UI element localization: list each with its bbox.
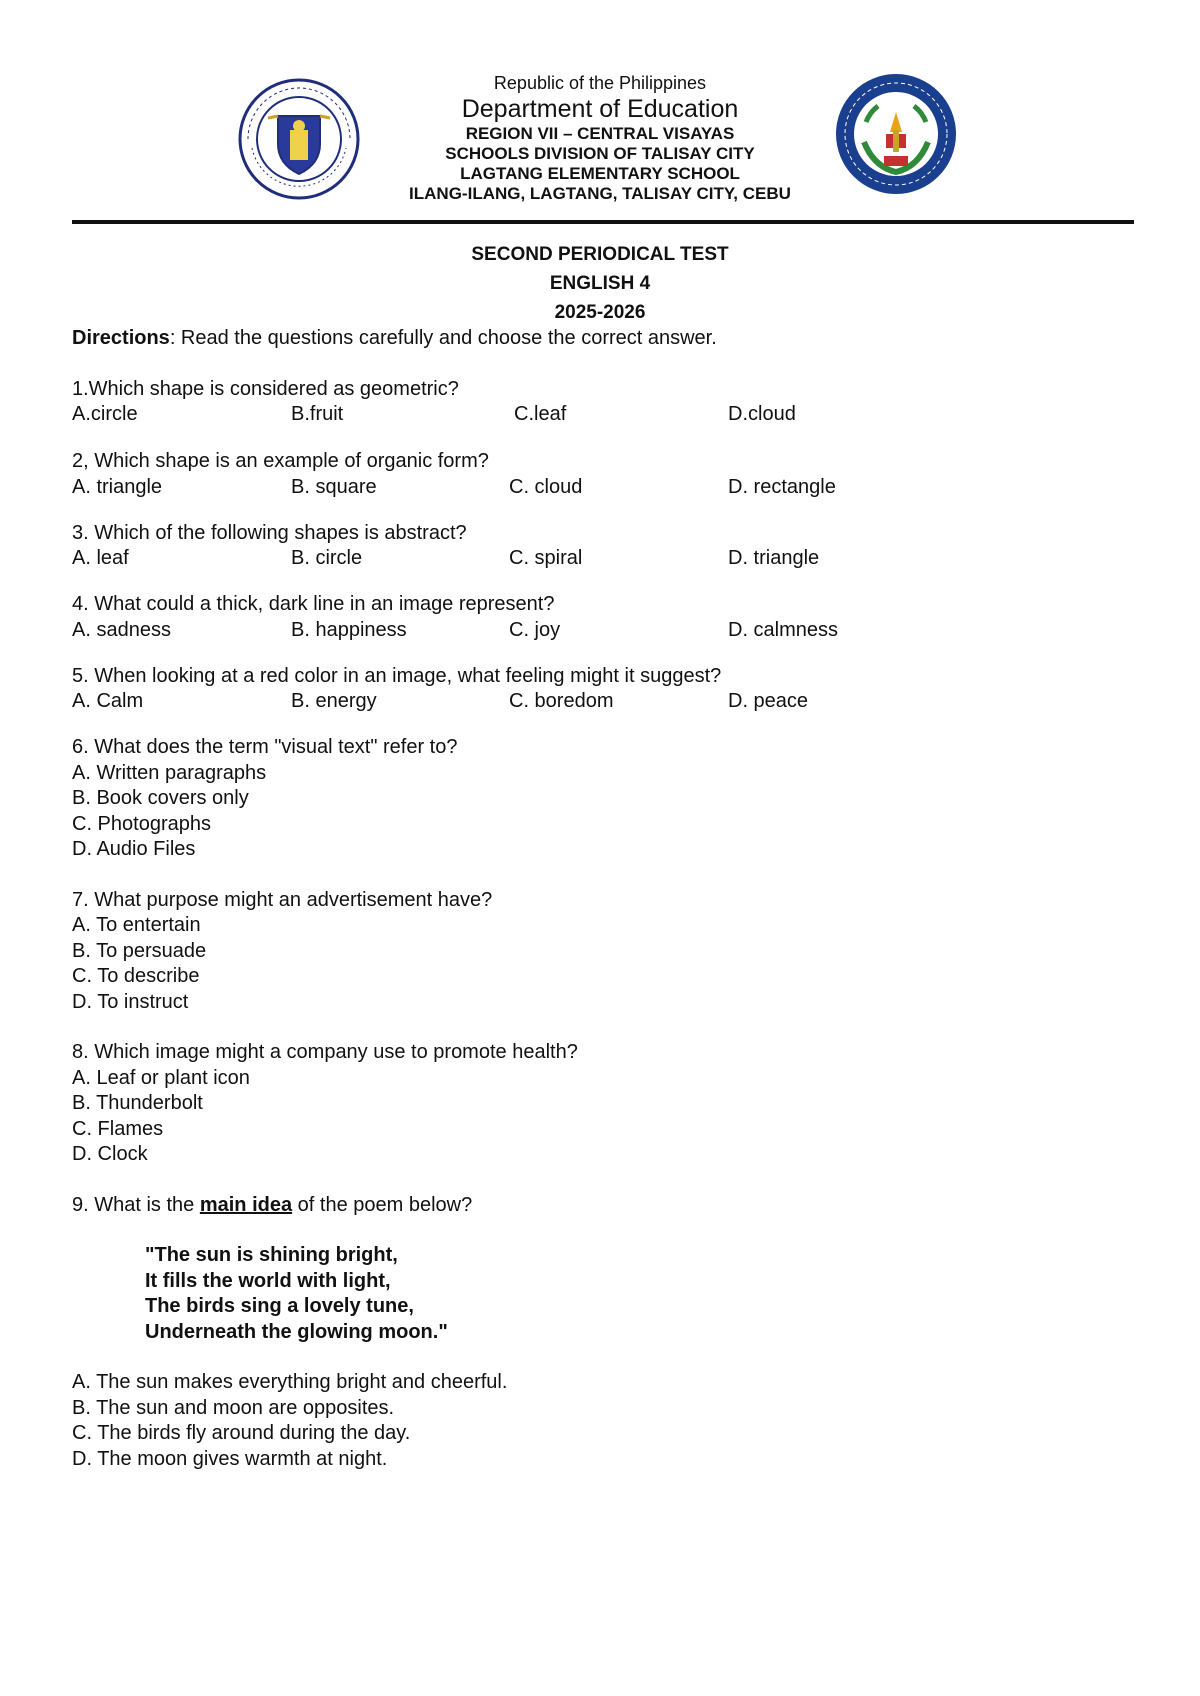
question-text: 2, Which shape is an example of organic form? [72, 450, 489, 472]
option-c: C. The birds fly around during the day. [72, 1422, 411, 1444]
option-b: B. Thunderbolt [72, 1092, 203, 1114]
option-b: B. happiness [291, 618, 407, 641]
directions-label: Directions [72, 327, 170, 349]
options-row [72, 402, 1132, 428]
option-c: C. Photographs [72, 812, 211, 835]
question-1 [72, 377, 1132, 429]
test-subject: ENGLISH 4 [549, 273, 651, 294]
letterhead [0, 72, 1200, 204]
option-a: A. Leaf or plant icon [72, 1066, 250, 1089]
option-b: B. energy [291, 690, 377, 712]
question-8 [72, 1040, 1132, 1168]
option-a: A. To entertain [72, 914, 201, 936]
option-a: A. leaf [72, 547, 129, 569]
directions [72, 326, 1132, 352]
test-year: 2025-2026 [554, 302, 646, 323]
option-d: D. rectangle [728, 475, 836, 498]
option-a: A. sadness [72, 618, 171, 641]
test-title-block [0, 240, 1200, 327]
question-2 [72, 449, 1132, 501]
option-d: D. calmness [728, 618, 839, 641]
question-4 [72, 592, 1132, 644]
test-body [72, 326, 1132, 1472]
option-c: C.leaf [514, 403, 567, 425]
question-3 [72, 521, 1132, 573]
options-row [72, 689, 1132, 715]
question-5 [72, 664, 1132, 716]
options-row [72, 546, 1132, 572]
option-b: B. The sun and moon are opposites. [72, 1396, 395, 1419]
question-text: 3. Which of the following shapes is abstract? [72, 521, 467, 544]
options-row [72, 475, 1132, 501]
question-text: 1.Which shape is considered as geometric? [72, 377, 459, 400]
question-text: 7. What purpose might an advertisement have? [72, 888, 493, 911]
poem-line: "The sun is shining bright, [145, 1244, 398, 1266]
test-title: SECOND PERIODICAL TEST [471, 244, 729, 265]
poem-line: Underneath the glowing moon." [145, 1320, 448, 1343]
question-suffix: of the poem below? [292, 1193, 473, 1216]
poem-line: The birds sing a lovely tune, [145, 1295, 414, 1317]
option-b: B.fruit [291, 403, 344, 425]
question-text: 6. What does the term "visual text" refer to? [72, 736, 458, 758]
poem-line: It fills the world with light, [145, 1269, 391, 1292]
option-a: A.circle [72, 403, 138, 425]
question-9 [72, 1193, 1132, 1473]
address-line: ILANG-ILANG, LAGTANG, TALISAY CITY, CEBU [409, 184, 791, 203]
question-emphasis: main idea [199, 1193, 293, 1216]
question-text: 4. What could a thick, dark line in an image represent? [72, 593, 555, 615]
option-a: A. The sun makes everything bright and cheerful. [72, 1371, 508, 1393]
question-6 [72, 735, 1132, 863]
division-line: SCHOOLS DIVISION OF TALISAY CITY [445, 144, 755, 163]
option-d: D. Audio Files [72, 838, 196, 860]
school-line: LAGTANG ELEMENTARY SCHOOL [460, 164, 740, 183]
option-b: B. circle [291, 547, 363, 569]
option-b: B. Book covers only [72, 787, 249, 809]
question-text: 8. Which image might a company use to promote health? [72, 1041, 578, 1063]
directions-text: : Read the questions carefully and choose the correct answer. [169, 327, 717, 349]
option-a: A. Calm [72, 690, 144, 712]
option-d: D. The moon gives warmth at night. [72, 1447, 388, 1470]
poem [145, 1243, 1132, 1345]
option-d: D. Clock [72, 1143, 148, 1165]
options-row [72, 618, 1132, 644]
question-text: 5. When looking at a red color in an image, what feeling might it suggest? [72, 664, 722, 687]
question-7 [72, 888, 1132, 1016]
question-prefix: 9. What is the [72, 1193, 200, 1216]
header-divider [72, 220, 1134, 224]
question-text [72, 1193, 1132, 1219]
option-b: B. To persuade [72, 939, 207, 962]
republic-line: Republic of the Philippines [493, 73, 707, 93]
option-d: D. To instruct [72, 990, 189, 1013]
option-c: C. To describe [72, 965, 200, 987]
option-d: D. peace [728, 690, 809, 712]
option-c: C. joy [509, 618, 561, 641]
option-c: C. boredom [509, 690, 614, 712]
department-line: Department of Education [461, 95, 739, 123]
option-c: C. Flames [72, 1117, 164, 1140]
option-a: A. triangle [72, 475, 163, 498]
option-b: B. square [291, 475, 377, 498]
region-line: REGION VII – CENTRAL VISAYAS [465, 124, 735, 143]
option-c: C. cloud [509, 475, 583, 498]
option-d: D. triangle [728, 547, 820, 569]
option-d: D.cloud [728, 403, 796, 425]
option-a: A. Written paragraphs [72, 761, 267, 784]
option-c: C. spiral [509, 547, 583, 569]
